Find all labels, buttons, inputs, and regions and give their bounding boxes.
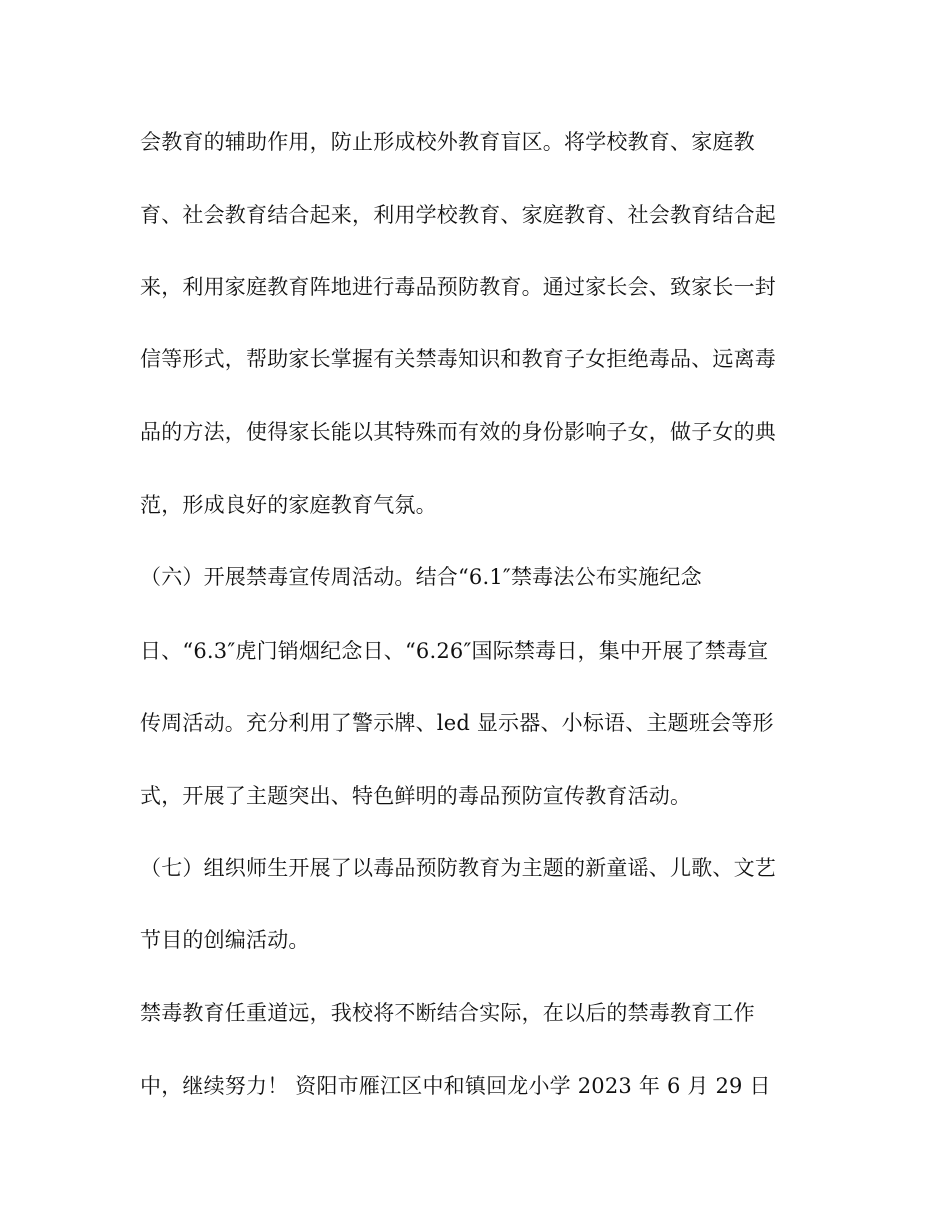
text-line-3: 来，利用家庭教育阵地进行毒品预防教育。通过家长会、致家长一封 bbox=[140, 275, 776, 299]
text-line-9: 传周活动。充分利用了警示牌、led 显示器、小标语、主题班会等形 bbox=[140, 711, 774, 735]
text-line-5: 品的方法，使得家长能以其特殊而有效的身份影响子女，做子女的典 bbox=[140, 420, 776, 444]
text-line-2: 育、社会教育结合起来，利用学校教育、家庭教育、社会教育结合起 bbox=[140, 203, 776, 227]
text-line-11: （七）组织师生开展了以毒品预防教育为主题的新童谣、儿歌、文艺 bbox=[140, 856, 776, 880]
text-line-8: 日、“6.3″虎门销烟纪念日、“6.26″国际禁毒日，集中开展了禁毒宣 bbox=[140, 639, 769, 663]
text-line-1: 会教育的辅助作用，防止形成校外教育盲区。将学校教育、家庭教 bbox=[140, 130, 755, 154]
text-line-13: 禁毒教育任重道远，我校将不断结合实际，在以后的禁毒教育工作 bbox=[140, 1001, 755, 1025]
text-line-6: 范，形成良好的家庭教育气氛。 bbox=[140, 493, 437, 517]
text-line-7: （六）开展禁毒宣传周活动。结合“6.1″禁毒法公布实施纪念 bbox=[140, 565, 702, 589]
text-line-12: 节目的创编活动。 bbox=[140, 928, 310, 952]
text-line-14: 中，继续努力！ 资阳市雁江区中和镇回龙小学 2023 年 6 月 29 日 bbox=[140, 1074, 771, 1098]
text-line-4: 信等形式，帮助家长掌握有关禁毒知识和教育子女拒绝毒品、远离毒 bbox=[140, 347, 776, 371]
text-line-10: 式，开展了主题突出、特色鲜明的毒品预防宣传教育活动。 bbox=[140, 784, 692, 808]
